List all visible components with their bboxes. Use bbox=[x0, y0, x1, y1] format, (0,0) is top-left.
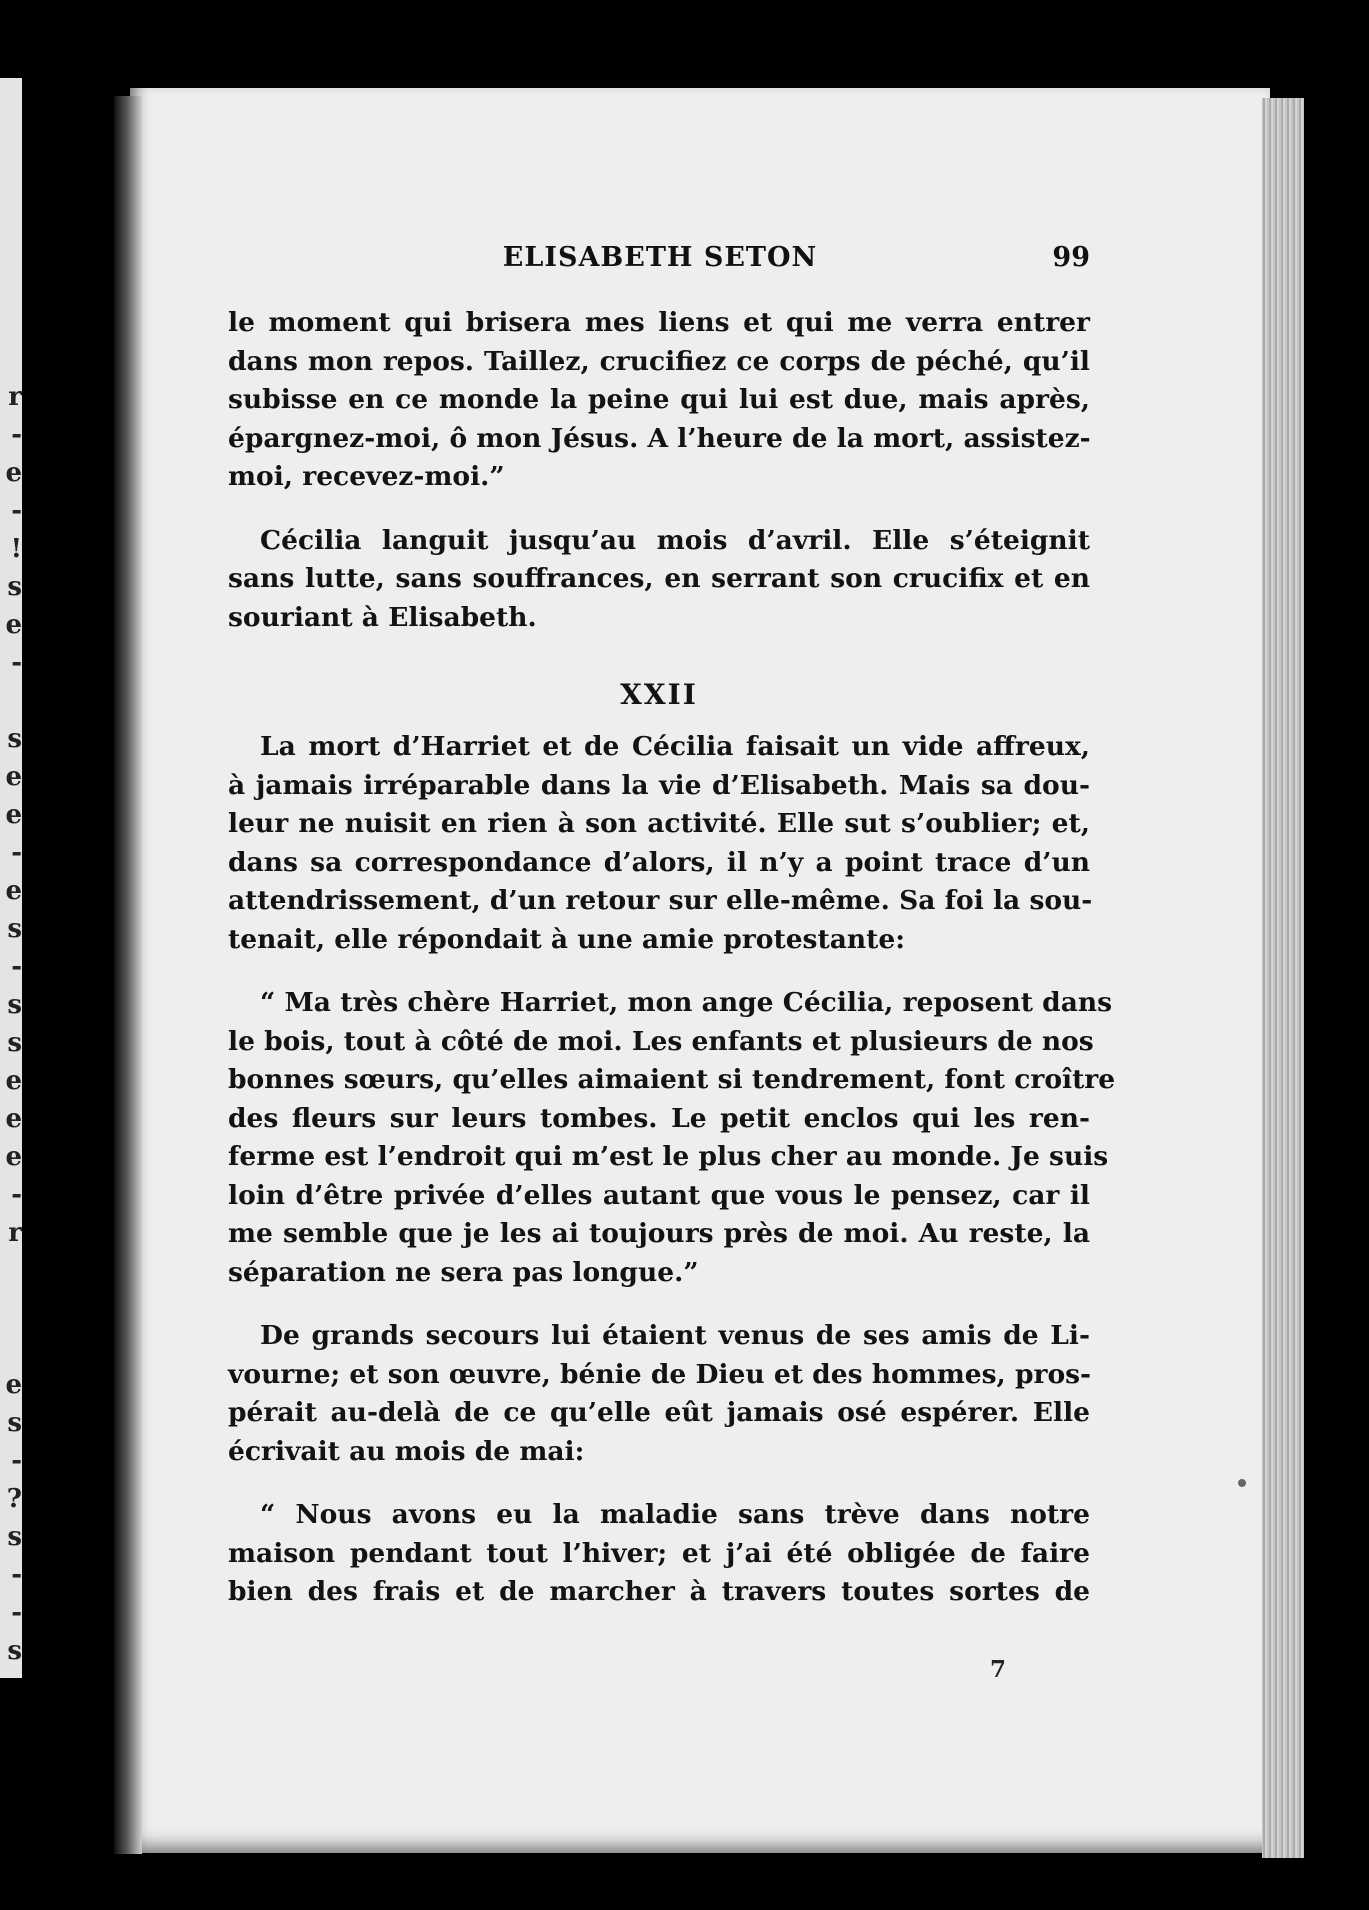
text-line: sans lutte, sans souffrances, en serrant son crucifix et en bbox=[228, 563, 1090, 594]
signature-mark: 7 bbox=[990, 1656, 1007, 1683]
text-line: Cécilia languit jusqu’au mois d’avril. Elle s’éteignit bbox=[260, 524, 1090, 556]
page-header bbox=[228, 240, 1090, 280]
paragraph-gap bbox=[228, 959, 1090, 984]
text-line: bonnes sœurs, qu’elles aimaient si tendrement, font croître bbox=[228, 1064, 1116, 1095]
text-line: “ Nous avons eu la maladie sans trève dans notre bbox=[260, 1499, 1090, 1530]
facing-page-edge bbox=[0, 78, 22, 1678]
text-line: subisse en ce monde la peine qui lui est due, mais après, bbox=[228, 384, 1090, 415]
facing-page-fragment: r bbox=[8, 1218, 22, 1248]
page-body bbox=[228, 304, 1116, 1612]
quotation bbox=[228, 984, 1116, 1292]
running-title: ELISABETH SETON bbox=[502, 242, 818, 273]
facing-page-fragment: e bbox=[5, 762, 22, 792]
text-line: me semble que je les ai toujours près de moi. Au reste, la bbox=[228, 1218, 1090, 1249]
facing-page-fragment: - bbox=[11, 1446, 22, 1476]
text-line: le bois, tout à côté de moi. Les enfants et plusieurs de nos bbox=[228, 1025, 1094, 1057]
facing-page-fragment: - bbox=[11, 838, 22, 868]
paragraph-gap bbox=[228, 497, 1090, 522]
facing-page-fragment: s bbox=[7, 1028, 22, 1058]
facing-page-fragment: e bbox=[5, 1104, 22, 1134]
facing-page-fragment: - bbox=[11, 1180, 22, 1210]
text-line: ferme est l’endroit qui m’est le plus cher au monde. Je suis bbox=[228, 1141, 1109, 1172]
facing-page-fragment: e bbox=[5, 800, 22, 830]
text-line: La mort d’Harriet et de Cécilia faisait un vide affreux, bbox=[260, 731, 1090, 762]
paragraph-gap bbox=[228, 637, 1090, 662]
facing-page-fragment: ! bbox=[10, 534, 22, 564]
quotation bbox=[228, 1496, 1090, 1612]
text-line: à jamais irréparable dans la vie d’Elisabeth. Mais sa dou- bbox=[228, 769, 1090, 801]
facing-page-fragment bbox=[0, 1252, 22, 1290]
facing-page-fragment: e bbox=[5, 1370, 22, 1400]
text-line: attendrissement, d’un retour sur elle-même. Sa foi la sou- bbox=[228, 885, 1093, 916]
facing-page-fragments bbox=[0, 378, 22, 1670]
scan-speck bbox=[1238, 1479, 1246, 1487]
facing-page-fragment bbox=[0, 1328, 22, 1366]
text-line: vourne; et son œuvre, bénie de Dieu et des hommes, pros- bbox=[228, 1358, 1092, 1390]
facing-page-fragment: e bbox=[5, 1142, 22, 1172]
text-line: souriant à Elisabeth. bbox=[228, 601, 537, 633]
text-line: dans sa correspondance d’alors, il n’y a point trace d’un bbox=[228, 846, 1090, 878]
text-line: le moment qui brisera mes liens et qui me verra entrer bbox=[228, 307, 1090, 338]
facing-page-fragment: - bbox=[11, 1598, 22, 1628]
text-line: des fleurs sur leurs tombes. Le petit enclos qui les ren- bbox=[228, 1102, 1090, 1134]
text-line: épargnez-moi, ô mon Jésus. A l’heure de la mort, assistez- bbox=[228, 422, 1091, 454]
text-line: dans mon repos. Taillez, crucifiez ce corps de péché, qu’il bbox=[228, 345, 1090, 377]
gutter-shadow bbox=[114, 96, 142, 1854]
paragraph bbox=[228, 728, 1093, 959]
facing-page-fragment: r bbox=[8, 382, 22, 412]
paragraph-gap bbox=[228, 1292, 1090, 1317]
facing-page-fragment: - bbox=[11, 952, 22, 982]
paragraph bbox=[228, 522, 1090, 638]
text-line: moi, recevez-moi.” bbox=[228, 461, 505, 492]
facing-page-fragment bbox=[0, 682, 22, 720]
facing-page-fragment: - bbox=[11, 1560, 22, 1590]
paragraph-gap bbox=[228, 1471, 1090, 1496]
facing-page-fragment: e bbox=[5, 610, 22, 640]
facing-page-fragment bbox=[0, 1290, 22, 1328]
facing-page-fragment: s bbox=[7, 724, 22, 754]
facing-page-fragment: - bbox=[11, 420, 22, 450]
facing-page-fragment: s bbox=[7, 572, 22, 602]
text-line: De grands secours lui étaient venus de ses amis de Li- bbox=[260, 1320, 1090, 1351]
facing-page-fragment: s bbox=[7, 914, 22, 944]
section-heading: XXII bbox=[620, 678, 698, 711]
facing-page-fragment: e bbox=[5, 1066, 22, 1096]
text-line: loin d’être privée d’elles autant que vous le pensez, car il bbox=[228, 1179, 1090, 1211]
facing-page-fragment: s bbox=[7, 1408, 22, 1438]
page-stack-edge bbox=[1262, 98, 1304, 1858]
facing-page-fragment: s bbox=[7, 1636, 22, 1666]
text-line: maison pendant tout l’hiver; et j’ai été obligée de faire bbox=[228, 1537, 1090, 1569]
paragraph bbox=[228, 1317, 1090, 1471]
facing-page-fragment: s bbox=[7, 1522, 22, 1552]
facing-page-fragment: s bbox=[7, 990, 22, 1020]
text-line: bien des frais et de marcher à travers toutes sortes de bbox=[228, 1576, 1090, 1607]
text-line: écrivait au mois de mai: bbox=[228, 1435, 585, 1467]
text-line: leur ne nuisit en rien à son activité. Elle sut s’oublier; et, bbox=[228, 808, 1090, 839]
page-number: 99 bbox=[1052, 242, 1090, 273]
text-line: séparation ne sera pas longue.” bbox=[228, 1256, 699, 1288]
facing-page-fragment: e bbox=[5, 458, 22, 488]
paragraph bbox=[228, 304, 1090, 497]
text-line: tenait, elle répondait à une amie protestante: bbox=[228, 923, 906, 955]
facing-page-fragment: - bbox=[11, 648, 22, 678]
facing-page-fragment: e bbox=[5, 876, 22, 906]
facing-page-fragment: - bbox=[11, 496, 22, 526]
facing-page-fragment: ? bbox=[6, 1484, 22, 1514]
text-line: “ Ma très chère Harriet, mon ange Cécilia, reposent dans bbox=[260, 987, 1113, 1018]
text-line: pérait au-delà de ce qu’elle eût jamais osé espérer. Elle bbox=[228, 1397, 1090, 1428]
